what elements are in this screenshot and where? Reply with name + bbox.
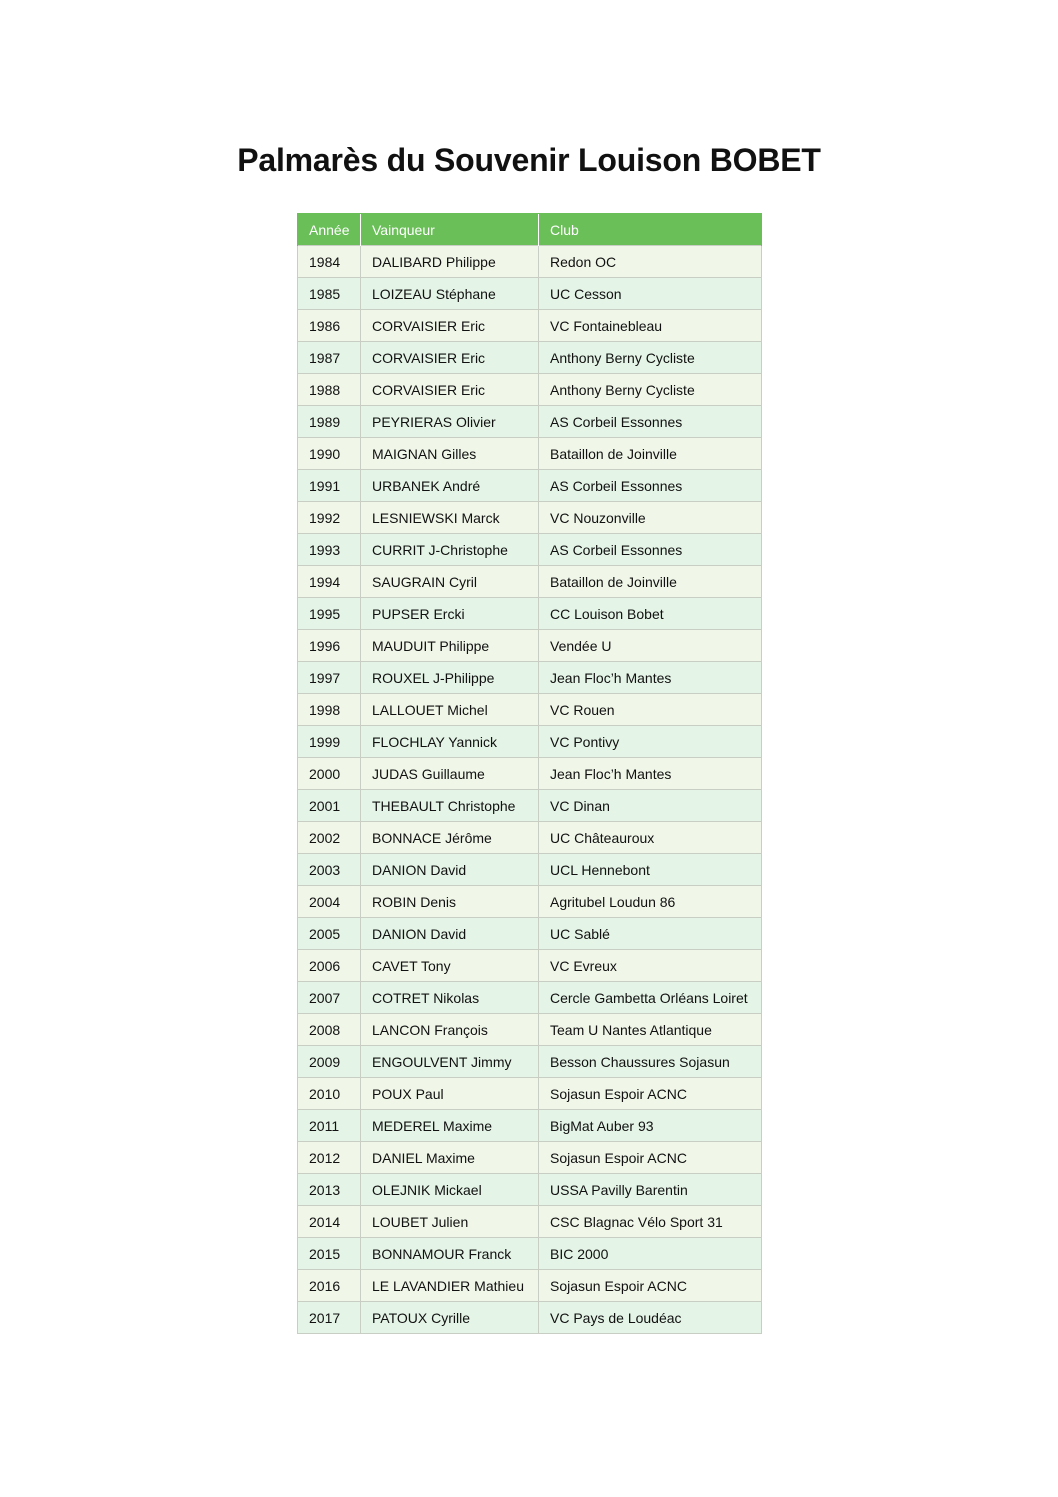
cell-club: Anthony Berny Cycliste xyxy=(539,374,762,406)
header-row xyxy=(298,214,762,246)
cell-year: 2013 xyxy=(298,1174,361,1206)
cell-winner: LANCON François xyxy=(361,1014,539,1046)
table-row xyxy=(298,1302,762,1334)
cell-club: UC Cesson xyxy=(539,278,762,310)
cell-club: VC Dinan xyxy=(539,790,762,822)
table-row xyxy=(298,470,762,502)
page-title: Palmarès du Souvenir Louison BOBET xyxy=(237,142,821,178)
cell-club: CSC Blagnac Vélo Sport 31 xyxy=(539,1206,762,1238)
cell-year: 1996 xyxy=(298,630,361,662)
cell-winner: BONNAMOUR Franck xyxy=(361,1238,539,1270)
table-row xyxy=(298,438,762,470)
table-row xyxy=(298,630,762,662)
table-row xyxy=(298,790,762,822)
cell-winner: JUDAS Guillaume xyxy=(361,758,539,790)
table-row xyxy=(298,758,762,790)
table-row xyxy=(298,918,762,950)
cell-year: 2007 xyxy=(298,982,361,1014)
cell-club: USSA Pavilly Barentin xyxy=(539,1174,762,1206)
cell-club: VC Pays de Loudéac xyxy=(539,1302,762,1334)
cell-winner: OLEJNIK Mickael xyxy=(361,1174,539,1206)
cell-club: Bataillon de Joinville xyxy=(539,438,762,470)
cell-year: 1997 xyxy=(298,662,361,694)
cell-club: Vendée U xyxy=(539,630,762,662)
cell-club: Cercle Gambetta Orléans Loiret xyxy=(539,982,762,1014)
cell-club: AS Corbeil Essonnes xyxy=(539,470,762,502)
cell-club: Anthony Berny Cycliste xyxy=(539,342,762,374)
cell-winner: ROBIN Denis xyxy=(361,886,539,918)
cell-winner: CORVAISIER Eric xyxy=(361,342,539,374)
cell-club: VC Fontainebleau xyxy=(539,310,762,342)
cell-club: AS Corbeil Essonnes xyxy=(539,534,762,566)
cell-year: 1999 xyxy=(298,726,361,758)
cell-year: 2017 xyxy=(298,1302,361,1334)
table-row xyxy=(298,1270,762,1302)
table-row xyxy=(298,598,762,630)
table-row xyxy=(298,342,762,374)
cell-winner: DANION David xyxy=(361,854,539,886)
cell-club: VC Nouzonville xyxy=(539,502,762,534)
cell-year: 1989 xyxy=(298,406,361,438)
table-row xyxy=(298,374,762,406)
table-row xyxy=(298,950,762,982)
cell-winner: ROUXEL J-Philippe xyxy=(361,662,539,694)
table-row xyxy=(298,566,762,598)
palmares-table xyxy=(297,213,762,1334)
cell-year: 1990 xyxy=(298,438,361,470)
cell-winner: POUX Paul xyxy=(361,1078,539,1110)
cell-year: 1995 xyxy=(298,598,361,630)
cell-winner: BONNACE Jérôme xyxy=(361,822,539,854)
table-row xyxy=(298,1142,762,1174)
cell-club: VC Pontivy xyxy=(539,726,762,758)
cell-winner: PUPSER Ercki xyxy=(361,598,539,630)
cell-year: 1984 xyxy=(298,246,361,278)
cell-club: VC Evreux xyxy=(539,950,762,982)
cell-club: Jean Floc’h Mantes xyxy=(539,662,762,694)
cell-year: 1992 xyxy=(298,502,361,534)
table-row xyxy=(298,1014,762,1046)
cell-year: 1986 xyxy=(298,310,361,342)
cell-year: 2012 xyxy=(298,1142,361,1174)
header-club: Club xyxy=(539,214,762,246)
cell-club: Bataillon de Joinville xyxy=(539,566,762,598)
header-winner: Vainqueur xyxy=(361,214,539,246)
cell-club: AS Corbeil Essonnes xyxy=(539,406,762,438)
cell-year: 2002 xyxy=(298,822,361,854)
table-row xyxy=(298,246,762,278)
cell-club: Besson Chaussures Sojasun xyxy=(539,1046,762,1078)
cell-year: 2001 xyxy=(298,790,361,822)
cell-winner: LESNIEWSKI Marck xyxy=(361,502,539,534)
cell-club: UC Sablé xyxy=(539,918,762,950)
cell-year: 2014 xyxy=(298,1206,361,1238)
cell-winner: CAVET Tony xyxy=(361,950,539,982)
cell-winner: LALLOUET Michel xyxy=(361,694,539,726)
cell-club: Redon OC xyxy=(539,246,762,278)
cell-year: 1991 xyxy=(298,470,361,502)
cell-club: Team U Nantes Atlantique xyxy=(539,1014,762,1046)
cell-year: 2000 xyxy=(298,758,361,790)
cell-year: 2004 xyxy=(298,886,361,918)
table-row xyxy=(298,982,762,1014)
table-row xyxy=(298,278,762,310)
cell-club: VC Rouen xyxy=(539,694,762,726)
table-body xyxy=(298,246,762,1334)
table-row xyxy=(298,726,762,758)
table-row xyxy=(298,1110,762,1142)
cell-winner: CORVAISIER Eric xyxy=(361,374,539,406)
cell-year: 2006 xyxy=(298,950,361,982)
cell-winner: MAIGNAN Gilles xyxy=(361,438,539,470)
cell-winner: PATOUX Cyrille xyxy=(361,1302,539,1334)
cell-club: CC Louison Bobet xyxy=(539,598,762,630)
cell-club: UCL Hennebont xyxy=(539,854,762,886)
cell-year: 2008 xyxy=(298,1014,361,1046)
cell-winner: ENGOULVENT Jimmy xyxy=(361,1046,539,1078)
cell-winner: SAUGRAIN Cyril xyxy=(361,566,539,598)
cell-winner: CURRIT J-Christophe xyxy=(361,534,539,566)
cell-year: 2010 xyxy=(298,1078,361,1110)
table-row xyxy=(298,886,762,918)
cell-year: 1998 xyxy=(298,694,361,726)
cell-club: Sojasun Espoir ACNC xyxy=(539,1078,762,1110)
cell-winner: DANION David xyxy=(361,918,539,950)
cell-club: Jean Floc’h Mantes xyxy=(539,758,762,790)
cell-year: 1988 xyxy=(298,374,361,406)
cell-winner: CORVAISIER Eric xyxy=(361,310,539,342)
cell-winner: LE LAVANDIER Mathieu xyxy=(361,1270,539,1302)
cell-club: Sojasun Espoir ACNC xyxy=(539,1270,762,1302)
cell-year: 2015 xyxy=(298,1238,361,1270)
cell-club: Sojasun Espoir ACNC xyxy=(539,1142,762,1174)
cell-winner: MAUDUIT Philippe xyxy=(361,630,539,662)
cell-winner: FLOCHLAY Yannick xyxy=(361,726,539,758)
table-row xyxy=(298,1078,762,1110)
cell-club: UC Châteauroux xyxy=(539,822,762,854)
header-year: Année xyxy=(298,214,361,246)
table-row xyxy=(298,1046,762,1078)
cell-year: 1985 xyxy=(298,278,361,310)
cell-year: 1987 xyxy=(298,342,361,374)
cell-winner: DALIBARD Philippe xyxy=(361,246,539,278)
table-row xyxy=(298,1174,762,1206)
cell-year: 2011 xyxy=(298,1110,361,1142)
table-row xyxy=(298,534,762,566)
table-row xyxy=(298,822,762,854)
table-row xyxy=(298,1206,762,1238)
cell-winner: MEDEREL Maxime xyxy=(361,1110,539,1142)
cell-winner: LOUBET Julien xyxy=(361,1206,539,1238)
cell-winner: LOIZEAU Stéphane xyxy=(361,278,539,310)
table-row xyxy=(298,694,762,726)
table-row xyxy=(298,310,762,342)
cell-winner: URBANEK André xyxy=(361,470,539,502)
table-row xyxy=(298,854,762,886)
cell-year: 2009 xyxy=(298,1046,361,1078)
cell-year: 2005 xyxy=(298,918,361,950)
cell-year: 1993 xyxy=(298,534,361,566)
cell-year: 2003 xyxy=(298,854,361,886)
cell-club: BigMat Auber 93 xyxy=(539,1110,762,1142)
table-row xyxy=(298,406,762,438)
table-row xyxy=(298,1238,762,1270)
cell-year: 2016 xyxy=(298,1270,361,1302)
cell-winner: DANIEL Maxime xyxy=(361,1142,539,1174)
table-row xyxy=(298,662,762,694)
table-row xyxy=(298,502,762,534)
cell-club: BIC 2000 xyxy=(539,1238,762,1270)
cell-club: Agritubel Loudun 86 xyxy=(539,886,762,918)
cell-winner: THEBAULT Christophe xyxy=(361,790,539,822)
cell-winner: PEYRIERAS Olivier xyxy=(361,406,539,438)
table-header xyxy=(298,214,762,246)
cell-year: 1994 xyxy=(298,566,361,598)
cell-winner: COTRET Nikolas xyxy=(361,982,539,1014)
